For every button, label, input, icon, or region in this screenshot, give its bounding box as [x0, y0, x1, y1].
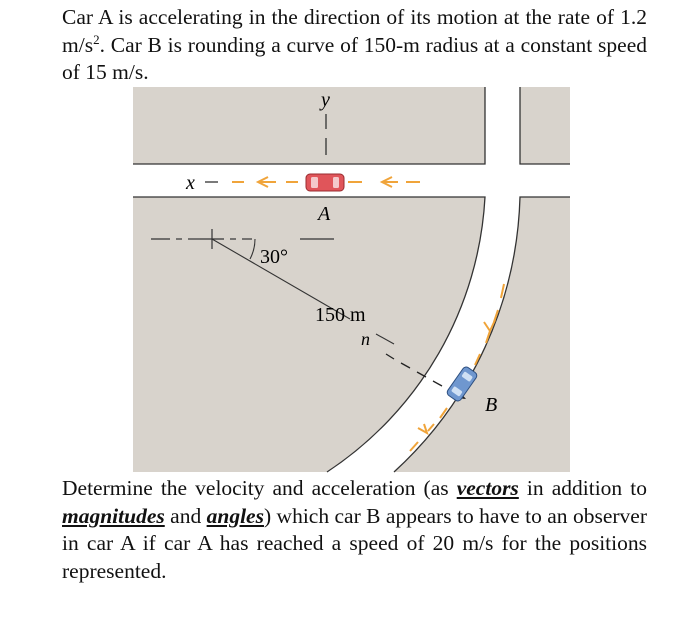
- problem-intro-text: Car A is accelerating in the direction of its motion at the rate of 1.2 $m/s^2$. Car B is rounding a curve of 150-m radius at a constant speed of 15 m/s.: [62, 5, 647, 84]
- car-a: [306, 174, 344, 191]
- car-b-label: B: [485, 394, 498, 416]
- ground-block-bottom: [133, 197, 485, 472]
- radius-label: 150 m: [315, 304, 366, 326]
- ground-block-top-right: [520, 87, 570, 164]
- ground-block-top: [133, 87, 485, 164]
- emphasis-magnitudes: magnitudes: [62, 503, 165, 528]
- emphasis-vectors: vectors: [456, 476, 519, 500]
- x-axis-label: x: [186, 172, 195, 194]
- angle-label: 30°: [260, 246, 288, 268]
- car-a-label: A: [318, 203, 331, 225]
- normal-label: n: [361, 329, 370, 349]
- y-axis-label: y: [321, 89, 330, 111]
- problem-question-text: Determine the velocity and acceleration (as vectors in addition to magnitudes and angles) which car B appears to have to an observer in car A if car A has reached a speed of 20 m/s for the positions represented.: [62, 476, 647, 583]
- emphasis-angles: angles: [206, 503, 264, 528]
